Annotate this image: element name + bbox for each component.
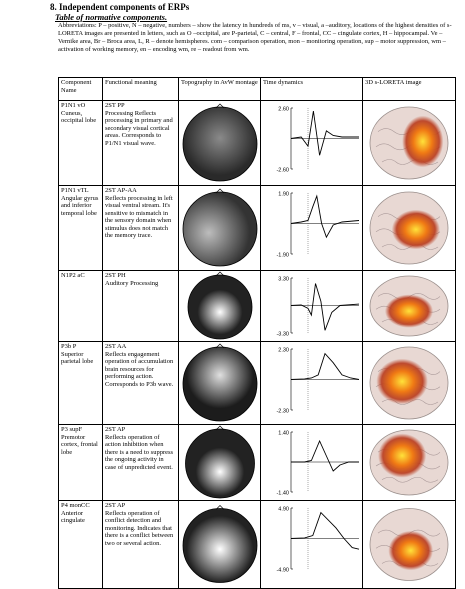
topography-cell [179, 425, 261, 501]
component-name-cell: P1N1 vTL Angular gyrus and inferior temporal lobe [59, 186, 103, 271]
brain-3d-image [363, 186, 456, 270]
functional-meaning-cell [103, 425, 179, 501]
waveform-trace [291, 284, 359, 331]
functional-meaning-cell [103, 101, 179, 186]
table-row [59, 501, 456, 589]
sloreta-image-cell [363, 501, 456, 589]
brain-3d-image [363, 425, 456, 500]
erp-waveform-plot [261, 342, 363, 424]
waveform-scale-bottom: -2.60 [276, 167, 289, 174]
waveform-trace [291, 196, 359, 237]
abbreviations-paragraph: Abbreviations: P – positive, N – negative, numbers – show the latency in hundreds of ms, v – visual, a –auditory, locations of the highest densities of s-LORETA images are presented in letters, such as O –occipital, are P-parietal, C – central, F – frontal, CC – cingulate cortex, H – hippocampal. Ve – Vernike area, Br – Broca area, L, R – denote hemispheres. com – comparison operation, mon – monitoring operation, sup – motor suppression, wm – activation of working memory, en – encoding wm, re – readout from wm. [58, 22, 452, 53]
waveform-scale-bottom: -2.30 [276, 408, 289, 415]
erp-waveform-plot [261, 186, 363, 270]
waveform-scale-bottom: -3.30 [276, 331, 289, 338]
component-code: 2ST AP [105, 502, 126, 509]
waveform-scale-top: 1.40 [278, 430, 289, 437]
erp-waveform-plot [261, 425, 363, 500]
brain-3d-image [363, 501, 456, 588]
brain-3d-image [363, 101, 456, 185]
waveform-scale-bottom: -1.90 [276, 252, 289, 259]
header-topography: Topography in AvW montage [179, 78, 261, 101]
brain-3d-image [363, 271, 456, 341]
sloreta-image-cell [363, 186, 456, 271]
component-code: 2ST AA [105, 343, 127, 350]
component-name-cell: N1P2 aC [59, 271, 103, 342]
functional-meaning-text: Processing Reflects processing in primary and secondary visual cortical areas. Corresponds to P1/N1 visual wave. [105, 109, 173, 147]
waveform-scale-top: 2.60 [278, 106, 289, 113]
component-code: 2ST AP [105, 426, 126, 433]
waveform-scale-top: 4.90 [278, 506, 289, 513]
erp-waveform-plot [261, 271, 363, 341]
component-name-cell: P4 monCC Anterior cingulate [59, 501, 103, 589]
component-code: 2ST PP [105, 102, 125, 109]
functional-meaning-cell [103, 186, 179, 271]
functional-meaning-cell [103, 271, 179, 342]
sloreta-image-cell [363, 342, 456, 425]
sloreta-image-cell [363, 425, 456, 501]
scalp-topography-map [179, 101, 261, 185]
header-sloreta-image: 3D s-LORETA image [363, 78, 456, 101]
functional-meaning-cell [103, 342, 179, 425]
scalp-topography-map [179, 342, 261, 424]
time-dynamics-cell [261, 425, 363, 501]
scalp-topography-map [179, 425, 261, 500]
sloreta-image-cell [363, 101, 456, 186]
functional-meaning-text: Reflects operation of action inhibition when there is a need to suppress the ongoing activity in case of unpredicted event. [105, 433, 174, 471]
waveform-scale-top: 1.90 [278, 191, 289, 198]
component-name-cell: P3 supF Premotor cortex, frontal lobe [59, 425, 103, 501]
waveform-trace [291, 354, 359, 380]
brain-3d-image [363, 342, 456, 424]
scalp-topography-map [179, 271, 261, 341]
section-heading: 8. Independent components of ERPs [50, 2, 190, 12]
waveform-scale-bottom: -1.40 [276, 490, 289, 497]
functional-meaning-cell [103, 501, 179, 589]
waveform-scale-top: 2.30 [278, 347, 289, 354]
waveform-scale-bottom: -4.90 [276, 567, 289, 574]
scalp-topography-map [179, 186, 261, 270]
scalp-topography-map [179, 501, 261, 588]
functional-meaning-text: Auditory Processing [105, 279, 159, 287]
table-row [59, 342, 456, 425]
component-name-cell: P1N1 vO Cuneus, occipital lobe [59, 101, 103, 186]
table-row [59, 425, 456, 501]
topography-cell [179, 501, 261, 589]
topography-cell [179, 186, 261, 271]
erp-components-table [58, 77, 456, 589]
header-time-dynamics: Time dynamics [261, 78, 363, 101]
table-row [59, 271, 456, 342]
waveform-trace [291, 441, 359, 471]
time-dynamics-cell [261, 271, 363, 342]
functional-meaning-text: Reflects processing in left visual ventral stream. It's sensitive to mismatch in the sensory domain when stimulus does not match the memory trace. [105, 194, 173, 239]
header-component-name: Component Name [59, 78, 103, 101]
table-row [59, 186, 456, 271]
topography-cell [179, 342, 261, 425]
waveform-scale-top: 3.30 [278, 276, 289, 283]
component-code: 2ST AP-AA [105, 187, 137, 194]
component-code: 2ST PH [105, 272, 126, 279]
topography-cell [179, 101, 261, 186]
component-name-cell: P3b P Superior parietal lobe [59, 342, 103, 425]
sloreta-image-cell [363, 271, 456, 342]
functional-meaning-text: Reflects operation of conflict detection and monitoring. Indicates that there is a conflict between two or several action. [105, 509, 174, 547]
time-dynamics-cell [261, 186, 363, 271]
erp-waveform-plot [261, 501, 363, 588]
table-header-row [59, 78, 456, 101]
table-subheading: Table of normative components. [55, 12, 168, 22]
time-dynamics-cell [261, 501, 363, 589]
time-dynamics-cell [261, 342, 363, 425]
functional-meaning-text: Reflects engagement operation of accumulation brain resources for performing action. Corresponds to P3b wave. [105, 350, 174, 388]
table-row [59, 101, 456, 186]
time-dynamics-cell [261, 101, 363, 186]
waveform-trace [291, 513, 359, 550]
topography-cell [179, 271, 261, 342]
erp-waveform-plot [261, 101, 363, 185]
waveform-trace [291, 111, 359, 155]
header-functional-meaning: Functional meaning [103, 78, 179, 101]
